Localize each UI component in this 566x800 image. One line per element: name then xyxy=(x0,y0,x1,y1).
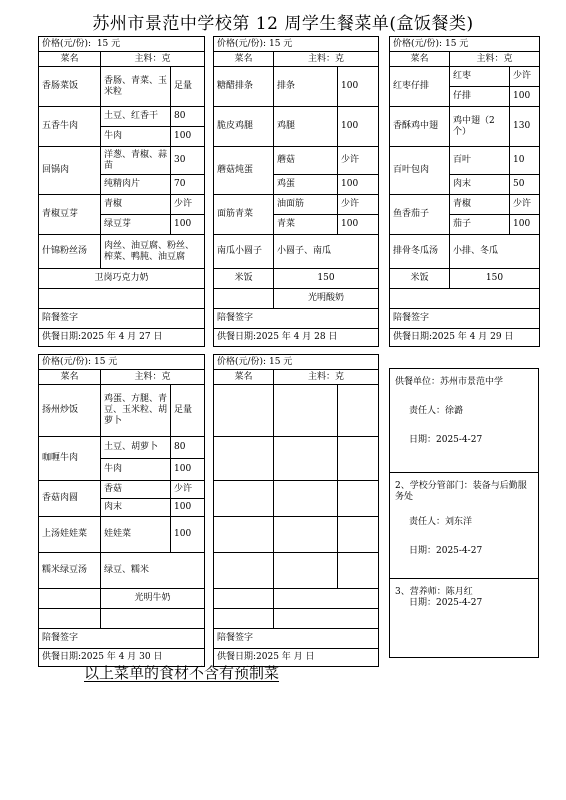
dish-name: 什锦粉丝汤 xyxy=(39,235,101,269)
ingredient: 茄子 xyxy=(450,215,510,235)
price-value: 15 元 xyxy=(268,356,293,367)
quantity: 100 xyxy=(510,215,540,235)
menu-table-day3 xyxy=(389,36,540,347)
date-label: 供餐日期: xyxy=(217,332,257,342)
dish-name: 红枣仔排 xyxy=(390,67,450,107)
ingredient: 小排、冬瓜 xyxy=(450,235,540,269)
dish-name: 脆皮鸡腿 xyxy=(214,107,274,147)
department-text: 2、学校分管部门：装备与后勤服务处 xyxy=(395,481,527,502)
dish-name: 五香牛肉 xyxy=(39,107,101,147)
price-label: 价格(元/份): xyxy=(217,38,267,49)
ingredient: 红枣 xyxy=(450,67,510,87)
quantity: 10 xyxy=(510,147,540,175)
menu-table-day2 xyxy=(213,36,379,347)
nutritionist-block xyxy=(390,579,538,657)
department-block xyxy=(390,473,538,579)
ingredient: 纯精肉片 xyxy=(101,175,171,195)
footer-note: 以上菜单的食材不含有预制菜 xyxy=(84,664,280,682)
price-label: 价格(元/份): xyxy=(42,356,92,367)
ingredient-header: 主料：克 xyxy=(450,52,540,67)
ingredient: 洋葱、青椒、蒜苗 xyxy=(101,147,171,175)
dish-header: 菜名 xyxy=(214,370,274,385)
sign-label: 陪餐签字 xyxy=(39,629,205,649)
quantity: 100 xyxy=(171,517,205,553)
ingredient: 鸡蛋 xyxy=(274,175,338,195)
ingredient: 绿豆、糯米 xyxy=(101,553,205,589)
sign-date: 日期：2025-4-27 xyxy=(409,435,483,445)
dish-name: 扬州炒饭 xyxy=(39,385,101,437)
responsibility-panel xyxy=(389,368,539,658)
ingredient-header: 主料：克 xyxy=(274,370,379,385)
dish-name: 糖醋排条 xyxy=(214,67,274,107)
ingredient: 肉末 xyxy=(101,499,171,517)
nutritionist-text: 3、营养师：陈月红 xyxy=(395,587,473,597)
menu-table-day4 xyxy=(38,354,205,667)
dish-name: 香酥鸡中翅 xyxy=(390,107,450,147)
quantity: 足量 xyxy=(171,385,205,437)
dish-name: 香肠菜饭 xyxy=(39,67,101,107)
ingredient: 鸡蛋、方腿、青豆、玉米粒、胡萝卜 xyxy=(101,385,171,437)
quantity: 130 xyxy=(510,107,540,147)
dish-name: 青椒豆芽 xyxy=(39,195,101,235)
dish-name: 面筋青菜 xyxy=(214,195,274,235)
serve-date: 2025 年 4 月 27 日 xyxy=(81,332,163,342)
dish-name: 百叶包肉 xyxy=(390,147,450,195)
dish-header: 菜名 xyxy=(39,370,101,385)
quantity: 足量 xyxy=(171,67,205,107)
price-value: 15 元 xyxy=(96,38,121,49)
dish-header: 菜名 xyxy=(214,52,274,67)
ingredient-header: 主料：克 xyxy=(274,52,379,67)
date-label: 供餐日期: xyxy=(42,652,82,662)
ingredient: 肉丝、油豆腐、粉丝、榨菜、鸭肫、油豆腐 xyxy=(101,235,205,269)
sign-date: 日期：2025-4-27 xyxy=(409,546,483,556)
quantity: 100 xyxy=(338,67,379,107)
dish-name: 咖喱牛肉 xyxy=(39,437,101,481)
serve-date: 2025 年 4 月 29 日 xyxy=(432,332,514,342)
ingredient: 蘑菇 xyxy=(274,147,338,175)
sign-date: 日期：2025-4-27 xyxy=(409,598,483,608)
dish-header: 菜名 xyxy=(39,52,101,67)
menu-table-day5 xyxy=(213,354,379,667)
ingredient: 牛肉 xyxy=(101,127,171,147)
ingredient: 香菇 xyxy=(101,481,171,499)
ingredient: 香肠、青菜、玉米粒 xyxy=(101,67,171,107)
quantity: 100 xyxy=(171,127,205,147)
quantity: 100 xyxy=(510,87,540,107)
extra-item: 光明牛奶 xyxy=(101,589,205,609)
ingredient: 仔排 xyxy=(450,87,510,107)
quantity: 100 xyxy=(171,499,205,517)
ingredient: 油面筋 xyxy=(274,195,338,215)
quantity: 100 xyxy=(338,175,379,195)
rice-label: 米饭 xyxy=(390,269,450,289)
ingredient: 青椒 xyxy=(101,195,171,215)
quantity: 50 xyxy=(510,175,540,195)
dish-header: 菜名 xyxy=(390,52,450,67)
extra-item: 光明酸奶 xyxy=(274,289,379,309)
ingredient: 土豆、红香干 xyxy=(101,107,171,127)
quantity: 30 xyxy=(171,147,205,175)
ingredient: 绿豆芽 xyxy=(101,215,171,235)
ingredient: 鸡腿 xyxy=(274,107,338,147)
ingredient: 娃娃菜 xyxy=(101,517,171,553)
menu-table-day1 xyxy=(38,36,205,347)
serve-date: 2025 年 4 月 28 日 xyxy=(256,332,338,342)
quantity: 100 xyxy=(171,459,205,481)
ingredient: 土豆、胡萝卜 xyxy=(101,437,171,459)
ingredient: 青菜 xyxy=(274,215,338,235)
quantity: 100 xyxy=(338,215,379,235)
quantity: 少许 xyxy=(510,67,540,87)
responsible-person: 责任人：刘东洋 xyxy=(409,517,473,527)
sign-label: 陪餐签字 xyxy=(390,309,540,329)
quantity: 少许 xyxy=(171,481,205,499)
sign-label: 陪餐签字 xyxy=(39,309,205,329)
quantity: 少许 xyxy=(338,195,379,215)
ingredient: 百叶 xyxy=(450,147,510,175)
rice-qty: 150 xyxy=(450,269,540,289)
ingredient-header: 主料：克 xyxy=(101,370,205,385)
price-value: 15 元 xyxy=(93,356,118,367)
supplier-text: 供餐单位：苏州市景范中学 xyxy=(395,377,504,387)
ingredient: 肉末 xyxy=(450,175,510,195)
supplier-block xyxy=(390,369,538,473)
quantity: 少许 xyxy=(338,147,379,175)
quantity: 少许 xyxy=(171,195,205,215)
ingredient: 排条 xyxy=(274,67,338,107)
sign-label: 陪餐签字 xyxy=(214,309,379,329)
dish-name: 排骨冬瓜汤 xyxy=(390,235,450,269)
dish-name: 糯米绿豆汤 xyxy=(39,553,101,589)
quantity: 少许 xyxy=(510,195,540,215)
extra-item: 卫岗巧克力奶 xyxy=(39,269,205,289)
menu-title: 苏州市景范中学校第 12 周学生餐菜单(盒饭餐类) xyxy=(92,14,474,34)
price-label: 价格(元/份): xyxy=(42,38,92,49)
price-value: 15 元 xyxy=(444,38,469,49)
serve-date: 2025 年 月 日 xyxy=(256,652,315,662)
dish-name: 上汤娃娃菜 xyxy=(39,517,101,553)
serve-date: 2025 年 4 月 30 日 xyxy=(81,652,163,662)
date-label: 供餐日期: xyxy=(393,332,433,342)
ingredient: 青椒 xyxy=(450,195,510,215)
ingredient: 牛肉 xyxy=(101,459,171,481)
ingredient-header: 主料：克 xyxy=(101,52,205,67)
dish-name: 香菇肉圆 xyxy=(39,481,101,517)
price-label: 价格(元/份): xyxy=(393,38,443,49)
price-label: 价格(元/份): xyxy=(217,356,267,367)
quantity: 100 xyxy=(338,107,379,147)
quantity: 80 xyxy=(171,437,205,459)
quantity: 80 xyxy=(171,107,205,127)
dish-name: 鱼香茄子 xyxy=(390,195,450,235)
rice-label: 米饭 xyxy=(214,269,274,289)
date-label: 供餐日期: xyxy=(42,332,82,342)
responsible-person: 责任人：徐潞 xyxy=(409,406,464,416)
sign-label: 陪餐签字 xyxy=(214,629,379,649)
quantity: 100 xyxy=(171,215,205,235)
rice-qty: 150 xyxy=(274,269,379,289)
quantity: 70 xyxy=(171,175,205,195)
dish-name: 蘑菇炖蛋 xyxy=(214,147,274,195)
dish-name: 回锅肉 xyxy=(39,147,101,195)
ingredient: 小圆子、南瓜 xyxy=(274,235,379,269)
ingredient: 鸡中翅（2个） xyxy=(450,107,510,147)
price-value: 15 元 xyxy=(268,38,293,49)
date-label: 供餐日期: xyxy=(217,652,257,662)
dish-name: 南瓜小圆子 xyxy=(214,235,274,269)
